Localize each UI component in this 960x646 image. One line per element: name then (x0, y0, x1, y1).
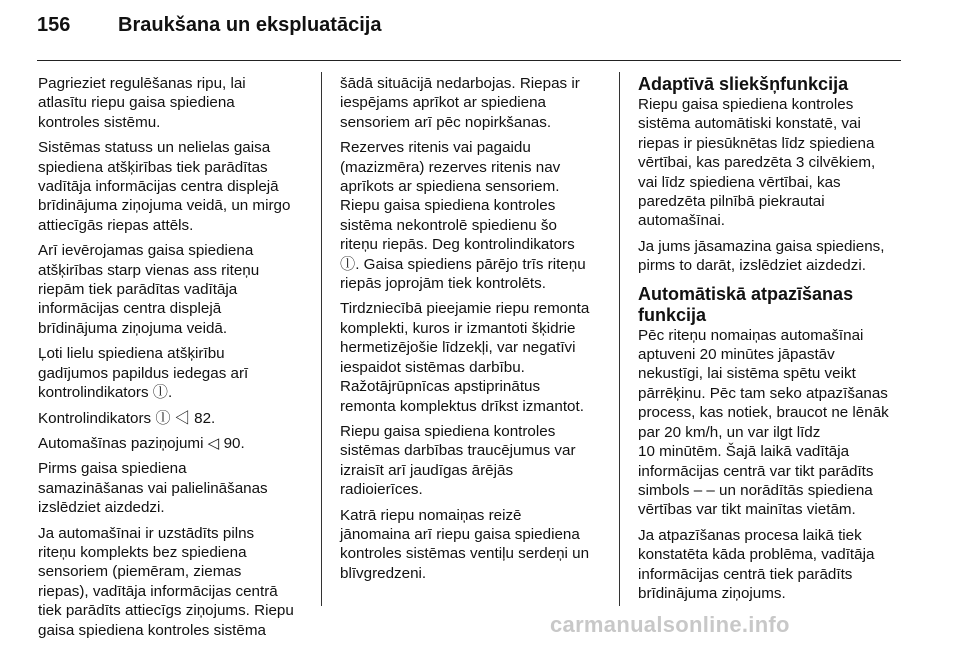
text-line: Ja atpazīšanas procesa laikā tiek (638, 526, 862, 544)
paragraph (38, 344, 310, 402)
text-line: šādā situācijā nedarbojas. Riepas ir (340, 75, 580, 92)
text-line: iespējams aprīkot ar spiediena (340, 94, 546, 112)
paragraph (340, 422, 602, 500)
text-line: brīdinājuma ziņojums. (638, 584, 786, 602)
text-line: Pagrieziet regulēšanas ripu, lai (38, 75, 246, 92)
text-line: Riepu gaisa spiediena kontroles (638, 96, 854, 113)
paragraph (638, 326, 910, 520)
text-line: informācijas centrā tiek parādīts (638, 565, 853, 583)
paragraph (38, 524, 310, 640)
text-line: konstatēta kāda problēma, vadītāja (638, 546, 875, 564)
paragraph (638, 526, 910, 604)
paragraph (638, 237, 910, 276)
cross-reference (38, 434, 310, 453)
text-line: izraisīt arī jaudīgas ārējās (340, 461, 514, 479)
text-line: automašīnai. (638, 212, 725, 230)
text-line: vērtības var tikt mainītas vietām. (638, 501, 856, 519)
text-line: Katrā riepu nomaiņas reizē (340, 506, 522, 524)
text-line: vai līdz spiediena vērtībai, kas (638, 173, 841, 191)
text-line: Ja jums jāsamazina gaisa spiediens, (638, 237, 885, 255)
text-line: Adaptīvā sliekšņfunkcija (638, 74, 849, 94)
text-line: sistēma nekontrolē spiedienu šo (340, 216, 557, 234)
text-line: Kontrolindikators ⓛ ◁ 82. (38, 409, 216, 427)
text-line: ⓛ. Gaisa spiediens pārējo trīs riteņu (340, 255, 586, 273)
text-line: gadījumos papildus iedegas arī (38, 364, 249, 382)
text-line: informācijas centrā var tikt parādīts (638, 462, 874, 480)
header-rule (37, 60, 901, 61)
text-line: spiediena atšķirības tiek parādītas (38, 158, 268, 176)
text-line: nekustīgi, lai sistēma spētu veikt (638, 365, 856, 383)
text-line: Arī ievērojamas gaisa spiediena (38, 242, 254, 260)
column-3 (638, 74, 910, 609)
section-heading-auto-detect (638, 284, 910, 326)
text-line: sensoriem arī pēc nopirkšanas. (340, 113, 552, 131)
text-line: Ļoti lielu spiediena atšķirību (38, 345, 225, 363)
text-line: paredzēta pilnībā piekrautai (638, 193, 825, 211)
text-line: 10 minūtēm. Šajā laikā vadītāja (638, 443, 850, 461)
text-line: remonta komplektus drīkst izmantot. (340, 397, 584, 415)
text-line: gaisa spiediena kontroles sistēma (38, 621, 266, 639)
text-line: Ražotājrūpnīcas apstiprinātus (340, 378, 541, 396)
text-line: Ja automašīnai ir uzstādīts pilns (38, 524, 255, 542)
text-line: aprīkots ar spiediena sensoriem. (340, 178, 560, 196)
cross-reference (38, 409, 310, 428)
text-line: blīvgredzeni. (340, 564, 427, 582)
paragraph (340, 506, 602, 584)
text-line: Riepu gaisa spiediena kontroles (340, 197, 556, 215)
column-divider (619, 72, 620, 606)
paragraph (340, 74, 602, 132)
paragraph (638, 95, 910, 231)
text-line: Automašīnas paziņojumi ◁ 90. (38, 434, 245, 452)
text-line: brīdinājuma ziņojuma veidā, un mirgo (38, 197, 291, 215)
text-line: riepās joprojām tiek kontrolēts. (340, 275, 546, 293)
text-line: sistēma automātiski konstatē, vai (638, 115, 861, 133)
text-line: process, kas notiek, braucot ne lēnāk (638, 404, 889, 422)
text-line: Automātiskā atpazīšanas (638, 283, 854, 304)
text-line: hermetizējošie līdzekļi, var negatīvi (340, 339, 576, 357)
text-line: komplekti, kuros ir izmantoti šķidrie (340, 319, 576, 337)
text-line: informācijas centra displejā (38, 300, 222, 318)
text-line: Rezerves ritenis vai pagaidu (340, 139, 531, 157)
text-line: par 20 km/h, un var ilgt līdz (638, 423, 821, 441)
column-1 (38, 74, 310, 646)
text-line: atlasītu riepu gaisa spiediena (38, 94, 235, 112)
text-line: riepas ir piesūknētas līdz spiediena (638, 134, 875, 152)
text-line: Pēc riteņu nomaiņas automašīnai (638, 326, 864, 344)
paragraph (340, 299, 602, 415)
text-line: Sistēmas statuss un nelielas gaisa (38, 139, 271, 157)
column-2 (340, 74, 602, 589)
section-heading-adaptive (638, 74, 910, 95)
paragraph (38, 459, 310, 517)
text-line: riteņu komplekts bez spiediena (38, 543, 247, 561)
text-line: riepas), vadītāja informācijas centrā (38, 582, 278, 600)
paragraph (38, 241, 310, 338)
text-line: jānomaina arī riepu gaisa spiediena (340, 525, 580, 543)
text-line: vērtībai, kas paredzēta 3 cilvēkiem, (638, 154, 876, 172)
text-line: kontroles sistēmu. (38, 113, 161, 131)
text-line: radioierīces. (340, 481, 423, 499)
text-line: (mazizmēra) rezerves ritenis nav (340, 158, 561, 176)
text-line: Riepu gaisa spiediena kontroles (340, 422, 556, 440)
text-line: funkcija (638, 304, 707, 325)
text-line: pārrēķinu. Pēc tam seko atpazīšanas (638, 384, 888, 402)
text-line: sistēmas darbības traucējumus var (340, 442, 576, 460)
text-line: Pirms gaisa spiediena (38, 460, 187, 478)
paragraph (38, 74, 310, 132)
text-line: kontroles sistēmas ventiļu serdeņi un (340, 545, 590, 563)
text-line: atšķirības starp vienas ass riteņu (38, 261, 260, 279)
text-line: aptuveni 20 minūtes jāpastāv (638, 346, 835, 364)
text-line: vadītāja informācijas centra displejā (38, 178, 279, 196)
text-line: tiek parādīts attiecīgs ziņojums. Riepu (38, 602, 294, 620)
page-number: 156 (37, 14, 71, 36)
text-line: riteņu riepās. Deg kontrolindikators (340, 236, 575, 254)
paragraph (38, 138, 310, 235)
text-line: izslēdziet aizdedzi. (38, 499, 165, 517)
paragraph (340, 138, 602, 293)
text-line: riepām tiek parādītas vadītāja (38, 281, 238, 299)
text-line: brīdinājuma ziņojuma veidā. (38, 319, 228, 337)
text-line: sensoriem (piemēram, ziemas (38, 563, 242, 581)
column-divider (321, 72, 322, 606)
text-line: samazināšanas vai palielināšanas (38, 479, 268, 497)
text-line: Tirdzniecībā pieejamie riepu remonta (340, 300, 590, 318)
text-line: iespaidot sistēmas darbību. (340, 358, 525, 376)
text-line: kontrolindikators ⓛ. (38, 384, 173, 402)
text-line: attiecīgās riepas attēls. (38, 216, 194, 234)
watermark: carmanualsonline.info (550, 612, 790, 637)
page-title: Braukšana un ekspluatācija (118, 14, 382, 36)
text-line: simbols ‒ ‒ un norādītās spiediena (638, 481, 873, 499)
text-line: pirms to darāt, izslēdziet aizdedzi. (638, 257, 866, 275)
